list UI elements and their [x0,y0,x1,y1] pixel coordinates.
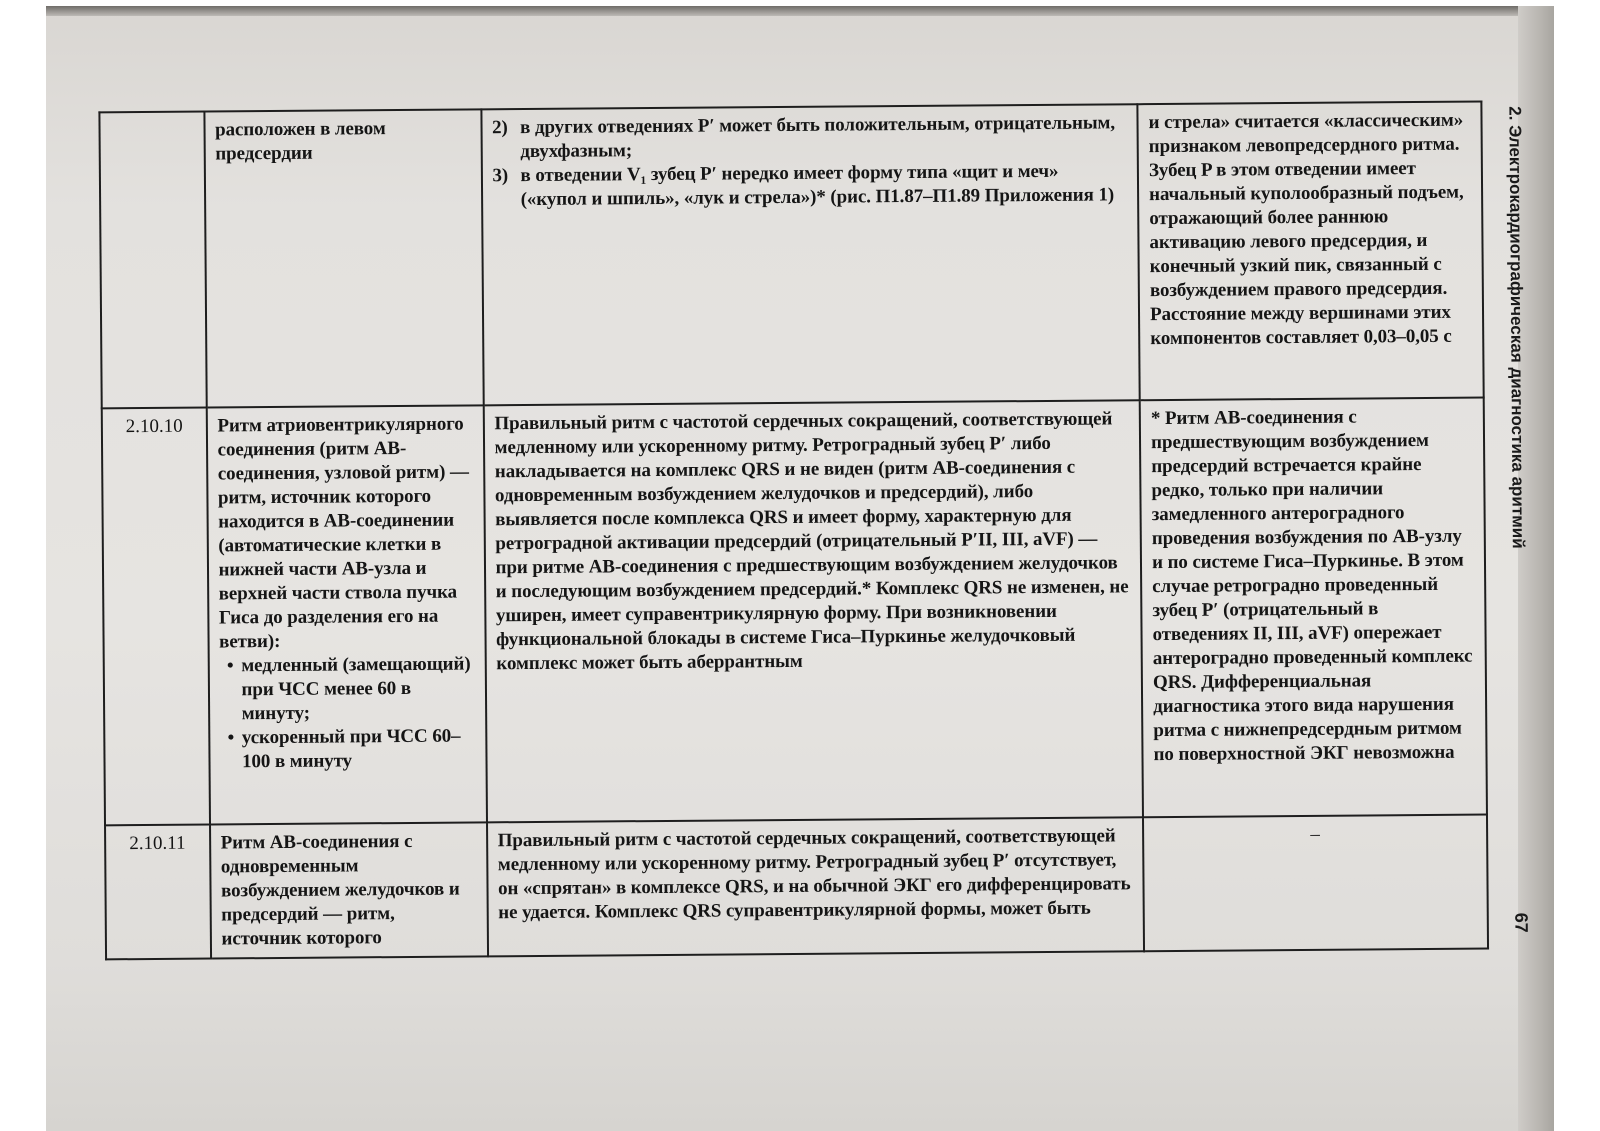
row-note [1143,815,1488,952]
row-criteria [481,104,1140,405]
row-criteria [487,817,1145,956]
row-name [206,405,486,824]
note-text: * Ритм АВ-соединения с предшествующим возбуждением предсердий встречается крайне редко, только при наличии замедленного антероградного проведения возбуждения по АВ-узлу и по системе Гиса–Пуркинье. В этом случае ретроградно проведенный зубец P′ (отрицательный в отведениях II, III, aVF) опережает антероградно проведенный комплекс QRS. Дифференциальная диагностика этого вида нарушения ритма с нижнепредсердным ритмом по поверхностной ЭКГ невозможна [1150,406,1473,766]
row-name-text: расположен в левом предсердии [215,118,386,165]
row-name-text: Ритм АВ-соединения с одновременным возбуждением желудочков и предсердий — ритм, источник которого [220,830,460,950]
row-code: 2.10.11 [105,825,211,960]
criteria-list [492,111,1127,212]
row-note [1137,102,1483,401]
list-item [492,111,1127,164]
list-item [220,724,475,774]
note-text: – [1310,823,1320,845]
bullet-icon: • [227,727,235,749]
row-note [1140,398,1487,818]
item-number: 3) [492,165,509,187]
item-text: в других отведениях P′ может быть положительным, отрицательным, двухфазным; [520,112,1116,163]
row-name-text: Ритм атриовентрикулярного соединения (ритм АВ-соединения, узловой ритм) — ритм, источник которого находится в АВ-соединении (автоматические клетки в нижней части АВ-узла и верхней части ствола пучка Гиса до разделения его на ветви): [217,413,469,653]
section-title: 2. Электрокардиографическая диагностика аритмий [1505,106,1528,549]
photo-background [46,6,1554,1131]
list-item [219,652,475,726]
list-item [492,159,1127,212]
rhythm-types-list [219,652,475,774]
item-text: медленный (замещающий) при ЧСС менее 60 в минуту; [241,653,471,725]
item-number: 2) [492,117,508,139]
row-code [99,112,206,409]
row-code: 2.10.10 [102,408,210,826]
page-number: 67 [1511,912,1532,933]
row-name [210,822,488,958]
item-text: ускоренный при ЧСС 60–100 в минуту [241,725,461,773]
table-row [102,398,1487,826]
item-text: в отведении V₁ зубец P′ нередко имеет форму типа «щит и меч» («купол и шпиль», «лук и стрела»)* (рис. П1.87–П1.89 Приложения 1) [520,160,1115,211]
note-text: и стрела» считается «классическим» признаком левопредсердного ритма. Зубец P в этом отведении имеет начальный куполообразный подъем, отражающий более раннюю активацию левого предсердия, и конечный узкий пик, связанный с возбуждением правого предсердия. Расстояние между вершинами этих компонентов составляет 0,03–0,05 с [1148,109,1464,350]
table-row [99,102,1483,409]
book-page [46,10,1530,1122]
arrhythmia-table [98,101,1489,961]
row-criteria [483,400,1143,822]
criteria-text: Правильный ритм с частотой сердечных сокращений, соответствующей медленному или ускоренному ритму. Ретроградный зубец P′ отсутствует, он «спрятан» в комплексе QRS, и на обычной ЭКГ его дифференцировать не удается. Комплекс QRS суправентрикулярной формы, может быть [497,825,1131,924]
criteria-text: Правильный ритм с частотой сердечных сокращений, соответствующей медленному или ускоренному ритму. Ретроградный зубец P′ либо накладывается на комплекс QRS и не виден (ритм АВ-соединения с одновременным возбуждением желудочков и предсердий), либо выявляется после комплекса QRS и имеет форму, характерную для ретроградной активации предсердий (отрицательный P′II, III, aVF) — при ритме АВ-соединения с предшествующим возбуждением желудочков и последующим возбуждением предсердий.* Комплекс QRS не изменен, не уширен, имеет суправентрикулярную форму. При возникновении функциональной блокады в системе Гиса–Пуркинье желудочковый комплекс может быть аберрантным [494,408,1129,675]
bullet-icon: • [226,655,234,677]
table-row [105,815,1488,960]
row-name [204,109,483,407]
